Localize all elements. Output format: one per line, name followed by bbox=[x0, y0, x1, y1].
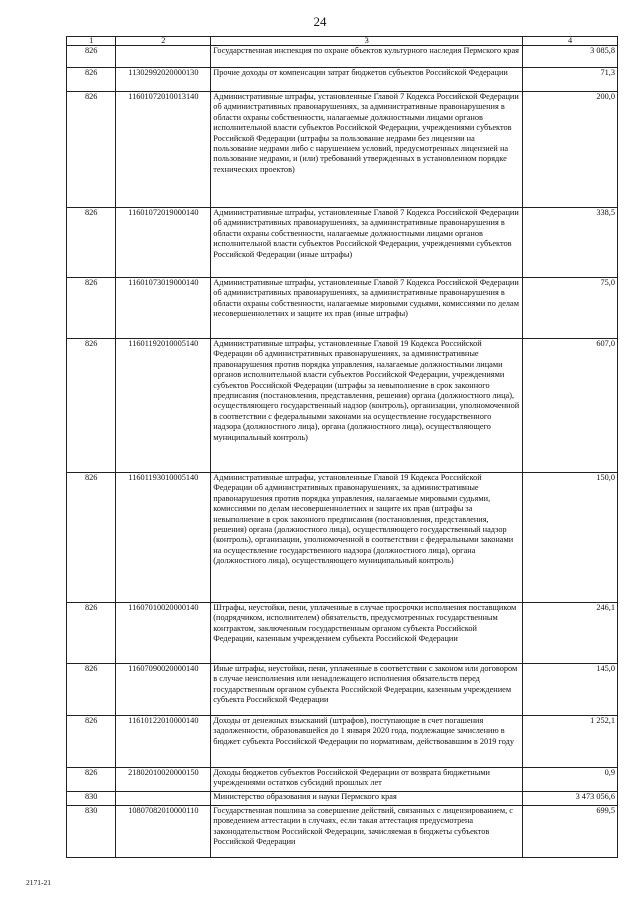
admin-code-cell: 826 bbox=[67, 46, 116, 68]
amount-cell: 71,3 bbox=[523, 68, 618, 92]
amount-cell: 75,0 bbox=[523, 278, 618, 339]
amount-cell: 246,1 bbox=[523, 603, 618, 664]
revenue-code-cell: 11601072019000140 bbox=[116, 208, 211, 278]
header-row bbox=[67, 37, 618, 46]
admin-code-cell: 826 bbox=[67, 768, 116, 792]
revenue-name-cell: Министерство образования и науки Пермского края bbox=[211, 792, 523, 806]
table-row bbox=[67, 208, 618, 278]
revenue-name-cell: Штрафы, неустойки, пени, уплаченные в случае просрочки исполнения поставщиком (подрядчиком, исполнителем) обязательств, предусмотренных государственным контрактом, заключенным государственным органом субъекта Российской Федерации, казенным учреждением субъекта Российской Федерации bbox=[211, 603, 523, 664]
revenue-name-cell: Иные штрафы, неустойки, пени, уплаченные в соответствии с законом или договором в случае неисполнения или ненадлежащего исполнения обязательств перед государственным органом субъекта Российской Федерации, казенным учреждением субъекта Российской Федерации bbox=[211, 664, 523, 716]
table-row bbox=[67, 792, 618, 806]
page-number: 24 bbox=[313, 14, 327, 29]
admin-code-cell: 826 bbox=[67, 278, 116, 339]
admin-code-cell: 826 bbox=[67, 92, 116, 208]
revenue-name-cell: Административные штрафы, установленные Главой 7 Кодекса Российской Федерации об административных правонарушениях, за административные правонарушения в области охраны собственности, налагаемые должностными лицами органов исполнительной власти субъектов Российской Федерации, учреждениями субъектов Российской Федерации (иные штрафы) bbox=[211, 208, 523, 278]
amount-cell: 3 473 056,6 bbox=[523, 792, 618, 806]
admin-code-cell: 826 bbox=[67, 339, 116, 473]
amount-cell: 607,0 bbox=[523, 339, 618, 473]
revenue-code-cell: 11607010020000140 bbox=[116, 603, 211, 664]
table-row bbox=[67, 278, 618, 339]
table-row bbox=[67, 68, 618, 92]
amount-cell: 699,5 bbox=[523, 806, 618, 858]
admin-code-cell: 826 bbox=[67, 716, 116, 768]
revenue-code-cell: 11610122010000140 bbox=[116, 716, 211, 768]
revenue-code-cell: 11302992020000130 bbox=[116, 68, 211, 92]
header-col-3: 3 bbox=[211, 37, 523, 46]
revenue-name-cell: Прочие доходы от компенсации затрат бюджетов субъектов Российской Федерации bbox=[211, 68, 523, 92]
amount-cell: 200,0 bbox=[523, 92, 618, 208]
revenue-code-cell: 10807082010000110 bbox=[116, 806, 211, 858]
table-row bbox=[67, 716, 618, 768]
amount-cell: 145,0 bbox=[523, 664, 618, 716]
header-col-4: 4 bbox=[523, 37, 618, 46]
amount-cell: 150,0 bbox=[523, 473, 618, 603]
admin-code-cell: 826 bbox=[67, 208, 116, 278]
document-reference-mark: 2171-21 bbox=[26, 878, 51, 887]
revenue-name-cell: Доходы от денежных взысканий (штрафов), поступающие в счет погашения задолженности, образовавшейся до 1 января 2020 года, подлежащие зачислению в бюджет субъекта Российской Федерации по нормативам, действовавшим в 2019 году bbox=[211, 716, 523, 768]
revenue-name-cell: Государственная пошлина за совершение действий, связанных с лицензированием, с проведением аттестации в случаях, если такая аттестация предусмотрена законодательством Российской Федерации, зачисляемая в бюджеты субъектов Российской Федерации bbox=[211, 806, 523, 858]
revenue-name-cell: Доходы бюджетов субъектов Российской Федерации от возврата бюджетными учреждениями остатков субсидий прошлых лет bbox=[211, 768, 523, 792]
amount-cell: 338,5 bbox=[523, 208, 618, 278]
revenue-name-cell: Административные штрафы, установленные Главой 19 Кодекса Российской Федерации об административных правонарушениях, за административные правонарушения против порядка управления, налагаемые мировыми судьями, комиссиями по делам несовершеннолетних и защите их прав (штрафы за невыполнение в срок законного предписания (постановления, представления, решения) органа (должностного лица), осуществляющего государственный надзор (контроль), организации, уполномоченной в соответствии с федеральными законами на осуществление государственного надзора (должностного лица), органа (должностного лица), осуществляющего муниципальный контроль) bbox=[211, 473, 523, 603]
table-row bbox=[67, 806, 618, 858]
revenue-name-cell: Государственная инспекция по охране объектов культурного наследия Пермского края bbox=[211, 46, 523, 68]
admin-code-cell: 830 bbox=[67, 792, 116, 806]
revenue-code-cell: 11607090020000140 bbox=[116, 664, 211, 716]
table-row bbox=[67, 603, 618, 664]
admin-code-cell: 830 bbox=[67, 806, 116, 858]
revenue-name-cell: Административные штрафы, установленные Главой 19 Кодекса Российской Федерации об административных правонарушениях, за административные правонарушения против порядка управления, налагаемые должностными лицами органов исполнительной власти субъектов Российской Федерации, учреждениями субъектов Российской Федерации (штрафы за невыполнение в срок законного предписания (постановления, представления, решения) органа (должностного лица), осуществляющего государственный надзор (контроль), организации, уполномоченной в соответствии с федеральными законами на осуществление государственного надзора (должностного лица), органа (должностного лица), осуществляющего муниципальный контроль) bbox=[211, 339, 523, 473]
admin-code-cell: 826 bbox=[67, 603, 116, 664]
admin-code-cell: 826 bbox=[67, 68, 116, 92]
revenue-code-cell: 11601192010005140 bbox=[116, 339, 211, 473]
table-body bbox=[67, 46, 618, 858]
revenue-code-cell: 11601072010013140 bbox=[116, 92, 211, 208]
table-row bbox=[67, 664, 618, 716]
revenue-code-cell bbox=[116, 46, 211, 68]
revenue-code-cell: 11601193010005140 bbox=[116, 473, 211, 603]
table-header bbox=[67, 37, 618, 46]
table-row bbox=[67, 92, 618, 208]
revenue-table bbox=[66, 36, 618, 858]
amount-cell: 0,9 bbox=[523, 768, 618, 792]
header-col-2: 2 bbox=[116, 37, 211, 46]
admin-code-cell: 826 bbox=[67, 664, 116, 716]
revenue-name-cell: Административные штрафы, установленные Главой 7 Кодекса Российской Федерации об административных правонарушениях, за административные правонарушения в области охраны собственности, налагаемые мировыми судьями, комиссиями по делам несовершеннолетних и защите их прав (иные штрафы) bbox=[211, 278, 523, 339]
table-row bbox=[67, 473, 618, 603]
table-row bbox=[67, 46, 618, 68]
revenue-code-cell: 11601073019000140 bbox=[116, 278, 211, 339]
amount-cell: 3 085,8 bbox=[523, 46, 618, 68]
revenue-code-cell: 21802010020000150 bbox=[116, 768, 211, 792]
table-row bbox=[67, 339, 618, 473]
revenue-code-cell bbox=[116, 792, 211, 806]
header-col-1: 1 bbox=[67, 37, 116, 46]
revenue-name-cell: Административные штрафы, установленные Главой 7 Кодекса Российской Федерации об административных правонарушениях, за административные правонарушения в области охраны собственности, налагаемые должностными лицами органов исполнительной власти субъектов Российской Федерации, учреждениями субъектов Российской Федерации (штрафы за пользование недрами без лицензии на пользование недрами либо с нарушением условий, предусмотренных лицензией на пользование недрами, и (или) требований утвержденных в установленном порядке технических проектов) bbox=[211, 92, 523, 208]
amount-cell: 1 252,1 bbox=[523, 716, 618, 768]
admin-code-cell: 826 bbox=[67, 473, 116, 603]
table-row bbox=[67, 768, 618, 792]
